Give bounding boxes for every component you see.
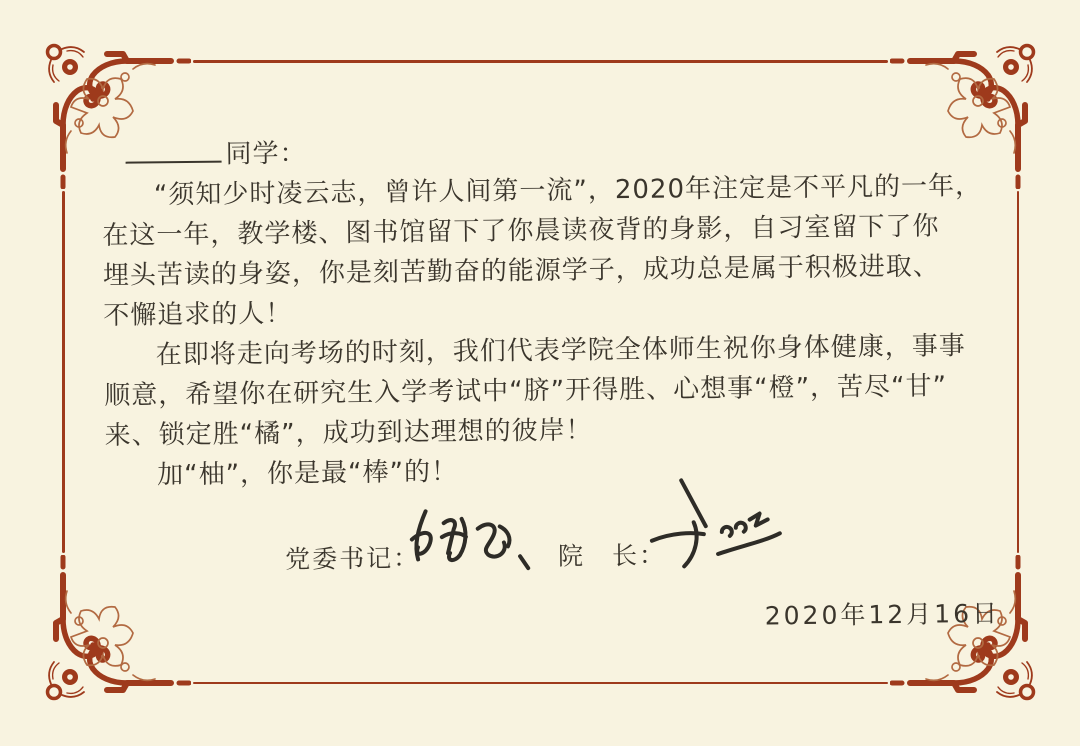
- dean-label: 院 长：: [557, 540, 667, 571]
- body-line: 顺意，希望你在研究生入学考试中“脐”开得胜、心想事“橙”，苦尽“甘”: [104, 371, 948, 411]
- body-line: 来、锁定胜“橘”，成功到达理想的彼岸！: [104, 415, 593, 451]
- body-line: 加“柚”，你是最“棒”的！: [156, 456, 459, 491]
- name-blank-underline: [125, 137, 221, 164]
- dean-signature-image: [637, 469, 788, 577]
- secretary-label: 党委书记：: [284, 543, 421, 574]
- body-line: 在这一年，教学楼、图书馆留下了你晨读夜背的身影，自习室留下了你: [102, 211, 940, 251]
- body-line: “须知少时凌云志，曾许人间第一流”，2020年注定是不平凡的一年，: [153, 170, 983, 211]
- body-line: 在即将走向考场的时刻，我们代表学院全体师生祝你身体健康，事事: [155, 331, 966, 371]
- letter-date: 2020年12月16日: [764, 598, 1001, 631]
- body-line: 不懈追求的人！: [103, 298, 293, 331]
- body-line: 埋头苦读的身姿，你是刻苦勤奋的能源学子，成功总是属于积极进取、: [102, 251, 941, 291]
- salutation-text: 同学：: [225, 138, 307, 170]
- letter-body: [101, 126, 983, 496]
- secretary-signature-image: [403, 500, 534, 581]
